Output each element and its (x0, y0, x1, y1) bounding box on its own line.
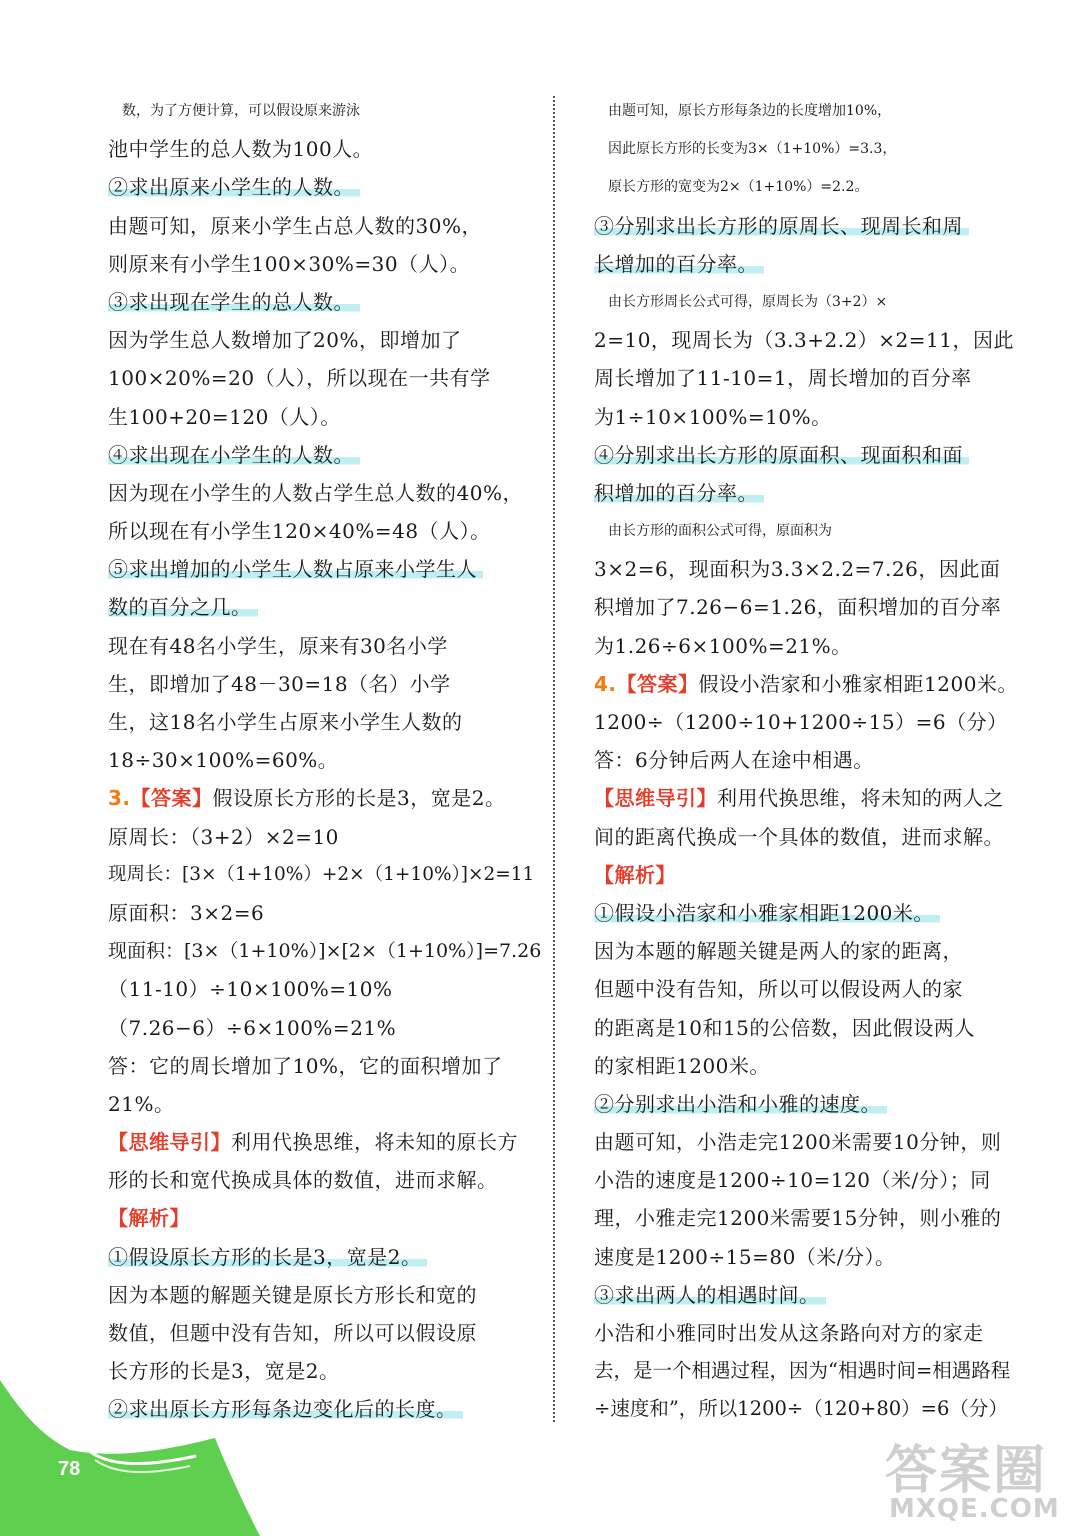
solution-step-line (108, 168, 538, 206)
body-text: 2=10，现周长为（3.3+2.2）×2=11，因此 (594, 328, 1014, 353)
text-line (594, 932, 1024, 970)
solution-step-line (594, 1276, 1024, 1314)
body-text: 理，小雅走完1200米需要15分钟，则小雅的 (594, 1206, 1002, 1231)
question-number: 3. (108, 786, 131, 811)
text-line (594, 970, 1024, 1008)
body-text: 为1÷10×100%=10%。 (594, 404, 832, 429)
text-line (594, 168, 1024, 206)
page-corner-decoration (0, 1380, 260, 1536)
question-number: 4. (594, 671, 617, 696)
body-text: （7.26−6）÷6×100%=21% (108, 1015, 397, 1040)
page-number: 78 (58, 1458, 81, 1480)
body-text: 周长增加了11-10=1，周长增加的百分率 (594, 366, 972, 391)
solution-step-line (108, 283, 538, 321)
body-text: 原面积：3×2=6 (108, 900, 265, 925)
body-text: 速度是1200÷15=80（米/分）。 (594, 1244, 896, 1269)
step-heading: ④分别求出长方形的原面积、现面积和面 (594, 443, 969, 467)
body-text: 则原来有小学生100×30%=30（人）。 (108, 251, 471, 276)
left-column (108, 92, 542, 1429)
body-text: 100×20%=20（人），所以现在一共有学 (108, 366, 491, 391)
text-line (108, 474, 538, 512)
text-line (108, 665, 538, 703)
body-text: 池中学生的总人数为100人。 (108, 137, 374, 162)
body-text: ÷速度和”，所以1200÷（120+80）=6（分） (594, 1397, 1008, 1421)
section-tag: 【思维导引】 (108, 1130, 231, 1155)
text-line (108, 932, 542, 970)
step-heading: 数的百分之几。 (108, 595, 258, 619)
solution-step-line (108, 1238, 538, 1276)
text-line (108, 245, 538, 283)
solution-step-line (108, 588, 538, 626)
text-line (594, 1238, 1024, 1276)
text-line (594, 130, 1024, 168)
body-text: 去，是一个相遇过程，因为“相遇时间=相遇路程 (594, 1359, 1011, 1383)
text-line (594, 1161, 1024, 1199)
body-text: 因为本题的解题关键是两人的家的距离， (594, 939, 963, 964)
text-line (594, 359, 1024, 397)
text-line (108, 92, 538, 130)
text-line (108, 1314, 538, 1352)
text-line (108, 1161, 538, 1199)
text-line (108, 398, 538, 436)
body-text: 由长方形周长公式可得，原周长为（3+2）× (608, 293, 888, 310)
text-line (108, 627, 538, 665)
section-tag: 【解析】 (594, 862, 676, 887)
body-text: 生，这18名小学生占原来小学生人数的 (108, 710, 463, 734)
text-line (594, 1123, 1024, 1161)
text-line (108, 741, 538, 779)
body-text: 原周长：（3+2）×2=10 (108, 824, 339, 849)
text-line (108, 1009, 538, 1047)
text-line (108, 359, 538, 397)
section-tag-line (594, 856, 1024, 894)
text-line (594, 1199, 1024, 1237)
text-line (108, 512, 538, 550)
step-heading: ③求出现在学生的总人数。 (108, 290, 360, 314)
text-line (108, 894, 538, 932)
body-text: 现面积：[3×（1+10%）]×[2×（1+10%）]=7.26 (108, 940, 542, 963)
step-heading: ②求出原来小学生的人数。 (108, 175, 360, 199)
body-text: 3×2=6，现面积为3.3×2.2=7.26，因此面 (594, 557, 1001, 582)
step-heading: ⑤求出增加的小学生人数占原来小学生人 (108, 557, 483, 581)
body-text: 原长方形的宽变为2×（1+10%）=2.2。 (608, 179, 869, 196)
body-text: 21%。 (108, 1091, 175, 1116)
text-line (594, 703, 1024, 741)
body-text: 生100+20=120（人）。 (108, 404, 341, 429)
text-line (594, 512, 1024, 550)
section-tag-line (108, 1123, 538, 1161)
solution-step-line (594, 894, 1024, 932)
step-heading: ③求出两人的相遇时间。 (594, 1283, 826, 1307)
section-tag-line (594, 779, 1024, 817)
body-text: 由长方形的面积公式可得，原面积为 (608, 523, 832, 540)
text-line (108, 970, 538, 1008)
step-heading: ③分别求出长方形的原周长、现周长和周 (594, 214, 969, 238)
section-tag: 【思维导引】 (594, 786, 717, 811)
answer-text: 假设原长方形的长是3，宽是2。 (212, 786, 506, 811)
text-line (594, 1390, 1024, 1428)
section-tag-text: 利用代换思维，将未知的两人之 (717, 786, 1004, 811)
body-text: 由题可知，原来小学生占总人数的30%， (108, 213, 482, 238)
text-line (108, 1047, 538, 1085)
solution-step-line (594, 207, 1024, 245)
right-column (594, 92, 1024, 1429)
text-line (108, 130, 538, 168)
body-text: 积增加了7.26−6=1.26，面积增加的百分率 (594, 595, 1002, 620)
body-text: 现周长：[3×（1+10%）+2×（1+10%）]×2=11 (108, 863, 535, 885)
text-line (108, 703, 538, 741)
answer-line (108, 779, 538, 817)
body-text: 小浩的速度是1200÷10=120（米/分）；同 (594, 1168, 991, 1193)
body-text: 的距离是10和15的公倍数，因此假设两人 (594, 1015, 975, 1040)
text-line (594, 588, 1024, 626)
text-line (108, 207, 538, 245)
step-heading: ④求出现在小学生的人数。 (108, 443, 360, 467)
body-text: 因为现在小学生的人数占学生总人数的40%， (108, 480, 523, 505)
text-line (594, 627, 1024, 665)
solution-step-line (594, 245, 1024, 283)
body-text: （11-10）÷10×100%=10% (108, 977, 393, 1002)
body-text: 现在有48名小学生，原来有30名小学 (108, 633, 448, 658)
body-text: 由题可知，小浩走完1200米需要10分钟，则 (594, 1130, 1002, 1155)
body-text: 答：它的周长增加了10%，它的面积增加了 (108, 1053, 503, 1078)
solution-step-line (594, 474, 1024, 512)
answer-tag: 【答案】 (130, 786, 213, 811)
section-tag-text: 利用代换思维，将未知的原长方 (231, 1130, 518, 1155)
step-heading: 积增加的百分率。 (594, 481, 764, 505)
body-text: 1200÷（1200÷10+1200÷15）=6（分） (594, 710, 1008, 734)
text-line (594, 1047, 1024, 1085)
site-watermark (885, 1428, 1070, 1528)
body-text: 因为本题的解题关键是原长方形长和宽的 (108, 1282, 477, 1307)
step-heading: ②求出原长方形每条边变化后的长度。 (108, 1397, 463, 1421)
text-line (594, 283, 1024, 321)
text-line (108, 818, 538, 856)
watermark-logo-text: 答案圈 (885, 1441, 1048, 1501)
section-tag-line (108, 1199, 538, 1237)
body-text: 为1.26÷6×100%=21%。 (594, 633, 852, 658)
section-tag: 【解析】 (108, 1206, 190, 1231)
text-line (594, 92, 1024, 130)
body-text: 但题中没有告知，所以可以假设两人的家 (594, 977, 963, 1002)
solution-step-line (594, 436, 1024, 474)
body-text: 生，即增加了48－30=18（名）小学 (108, 671, 451, 696)
text-line (594, 1314, 1024, 1352)
step-heading: 长增加的百分率。 (594, 252, 764, 276)
text-line (594, 550, 1024, 588)
solution-step-line (108, 436, 538, 474)
body-text: 的家相距1200米。 (594, 1053, 770, 1078)
body-text: 所以现在有小学生120×40%=48（人）。 (108, 519, 491, 544)
text-line (108, 856, 538, 894)
body-text: 长方形的长是3，宽是2。 (108, 1359, 340, 1384)
text-line (108, 321, 538, 359)
body-text: 数，为了方便计算，可以假设原来游泳 (122, 103, 360, 119)
step-heading: ①假设小浩家和小雅家相距1200米。 (594, 901, 940, 925)
text-line (108, 1085, 538, 1123)
answer-line (594, 665, 1024, 703)
text-line (594, 741, 1024, 779)
body-text: 答：6分钟后两人在途中相遇。 (594, 748, 874, 773)
text-line (594, 321, 1024, 359)
body-text: 形的长和宽代换成具体的数值，进而求解。 (108, 1168, 498, 1193)
step-heading: ②分别求出小浩和小雅的速度。 (594, 1092, 887, 1116)
text-line (108, 1276, 538, 1314)
body-text: 间的距离代换成一个具体的数值，进而求解。 (594, 824, 1004, 849)
text-line (594, 1352, 1024, 1390)
body-text: 数值，但题中没有告知，所以可以假设原 (108, 1321, 477, 1345)
answer-tag: 【答案】 (616, 671, 699, 696)
text-line (594, 1009, 1024, 1047)
watermark-url: MXQE.COM (889, 1494, 1060, 1524)
solution-step-line (594, 1085, 1024, 1123)
text-line (594, 818, 1024, 856)
body-text: 由题可知，原长方形每条边的长度增加10%， (608, 103, 892, 119)
body-text: 因此原长方形的长变为3×（1+10%）=3.3， (608, 141, 897, 158)
body-text: 因为学生总人数增加了20%，即增加了 (108, 328, 462, 353)
step-heading: ①假设原长方形的长是3，宽是2。 (108, 1245, 427, 1269)
answer-text: 假设小浩家和小雅家相距1200米。 (698, 671, 1018, 696)
solution-step-line (108, 550, 538, 588)
text-line (594, 398, 1024, 436)
body-text: 小浩和小雅同时出发从这条路向对方的家走 (594, 1321, 984, 1345)
body-text: 18÷30×100%=60%。 (108, 748, 339, 773)
column-divider (553, 96, 555, 1422)
